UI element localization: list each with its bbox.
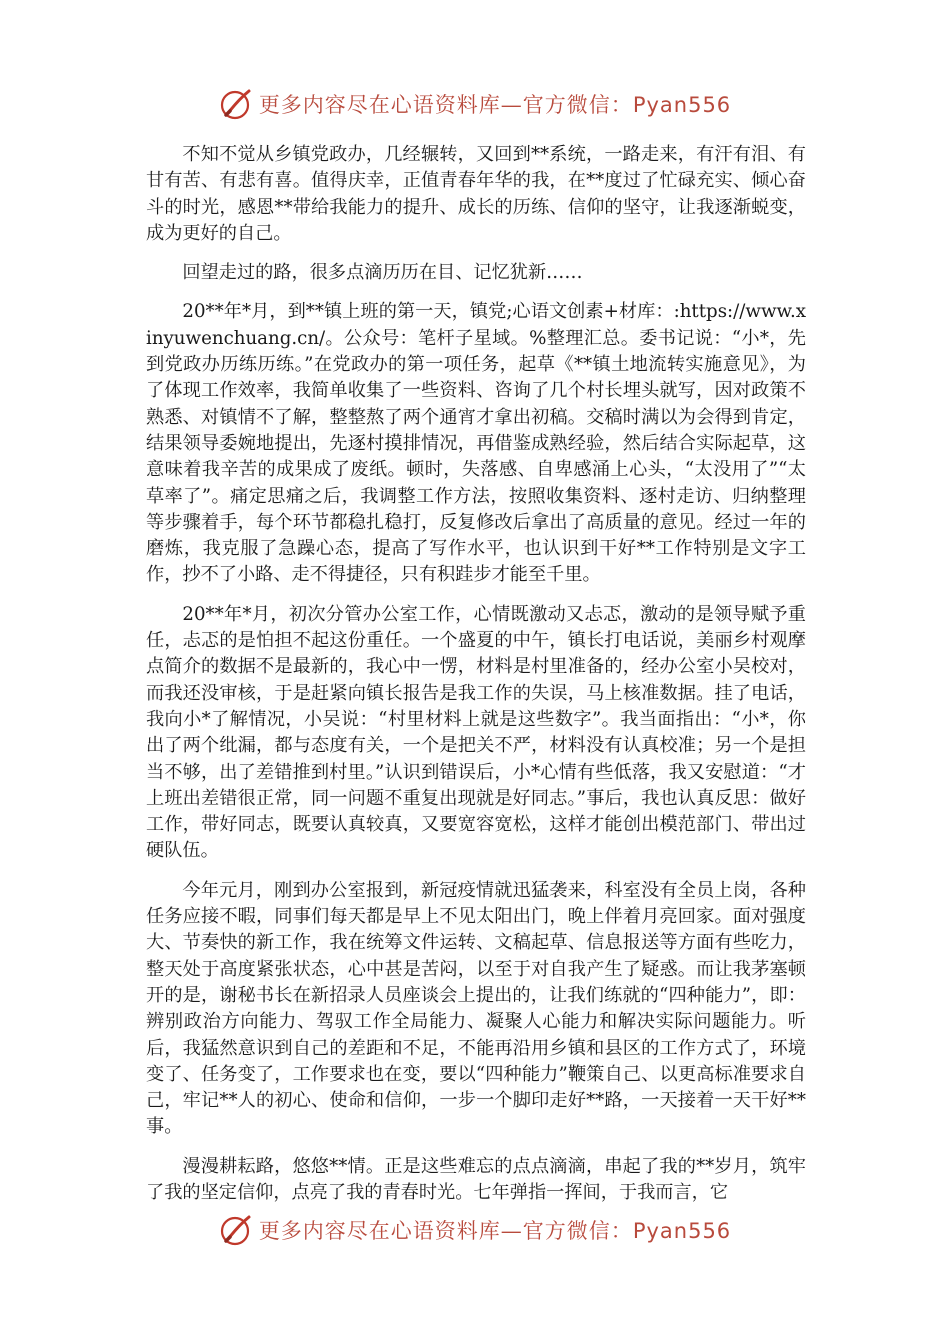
paragraph: 不知不觉从乡镇党政办，几经辗转，又回到**系统，一路走来，有汗有泪、有甘有苦、有悲有喜。值得庆幸，正值青春年华的我，在**度过了忙碌充实、倾心奋斗的时光，感恩**带给我能力的提升、成长的历练、信仰的坚守，让我逐渐蜕变，成为更好的自己。 — [146, 144, 806, 244]
paragraph: 回望走过的路，很多点滴历历在目、记忆犹新…… — [182, 262, 583, 284]
paragraph: 今年元月，刚到办公室报到，新冠疫情就迅猛袭来，科室没有全员上岗，各种任务应接不暇，同事们每天都是早上不见太阳出门，晚上伴着月亮回家。面对强度大、节奏快的新工作，我在统筹文件运转、文稿起草、信息报送等方面有些吃力，整天处于高度紧张状态，心中甚是苦闷，以至于对自我产生了疑惑。而让我茅塞顿开的是，谢秘书长在新招录人员座谈会上提出的，让我们练就的“四种能力”，即：辨别政治方向能力、驾驭工作全局能力、凝聚人心能力和解决实际问题能力。听后，我猛然意识到自己的差距和不足，不能再沿用乡镇和县区的工作方式了，环境变了、任务变了，工作要求也在变，要以“四种能力”鞭策自己、以更高标准要求自己，牢记**人的初心、使命和信仰，一步一个脚印走好**路，一天接着一天干好**事。 — [146, 879, 806, 1138]
paragraph: 20**年*月，初次分管办公室工作，心情既激动又忐忑，激动的是领导赋予重任，忐忑的是怕担不起这份重任。一个盛夏的中午，镇长打电话说，美丽乡村观摩点简介的数据不是最新的，我心中一愣，材料是村里准备的，经办公室小吴校对，而我还没审核，于是赶紧向镇长报告是我工作的失误，马上核准数据。挂了电话，我向小*了解情况，小吴说：“村里材料上就是这些数字”。我当面指出：“小*，你出了两个纰漏，都与态度有关，一个是把关不严，材料没有认真校准；另一个是担当不够，出了差错推到村里。”认识到错误后，小*心情有些低落，我又安慰道：“才上班出差错很正常，同一问题不重复出现就是好同志。”事后，我也认真反思：做好工作，带好同志，既要认真较真，又要宽容宽松，这样才能创出模范部门、带出过硬队伍。 — [146, 603, 806, 862]
footer-watermark-text: 更多内容尽在心语资料库—官方微信：Pyan556 — [258, 1219, 732, 1243]
footer-watermark — [0, 1210, 950, 1250]
paragraph: 20**年*月，到**镇上班的第一天，镇党;心语文创素+材库：:https://www.xinyuwenchuang.cn/。公众号：笔杆子星域。%整理汇总。委书记说：“小*，先到党政办历练历练。”在党政办的第一项任务，起草《**镇土地流转实施意见》，为了体现工作效率，我简单收集了一些资料、咨询了几个村长埋头就写，因对政策不熟悉、对镇情不了解，整整熬了两个通宵才拿出初稿。交稿时满以为会得到肯定，结果领导委婉地提出，先逐村摸排情况，再借鉴成熟经验，然后结合实际起草，这意味着我辛苦的成果成了废纸。顿时，失落感、自卑感涌上心头，“太没用了”“太草率了”。痛定思痛之后，我调整工作方法，按照收集资料、逐村走访、归纳整理等步骤着手，每个环节都稳扎稳打，反复修改后拿出了高质量的意见。经过一年的磨炼，我克服了急躁心态，提高了写作水平，也认识到干好**工作特别是文字工作，抄不了小路、走不得捷径，只有积跬步才能至千里。 — [146, 301, 806, 586]
brush-logo-icon — [219, 1213, 253, 1247]
paragraph: 漫漫耕耘路，悠悠**情。正是这些难忘的点点滴滴，串起了我的**岁月，筑牢了我的坚定信仰，点亮了我的青春时光。七年弹指一挥间，于我而言，它 — [146, 1155, 806, 1203]
header-watermark-text: 更多内容尽在心语资料库—官方微信：Pyan556 — [258, 93, 732, 117]
header-watermark — [0, 84, 950, 124]
header-wechat-handle: Pyan556 — [632, 93, 732, 117]
footer-wechat-handle: Pyan556 — [632, 1219, 732, 1243]
brush-logo-icon — [219, 87, 253, 121]
article-body — [146, 142, 806, 1219]
